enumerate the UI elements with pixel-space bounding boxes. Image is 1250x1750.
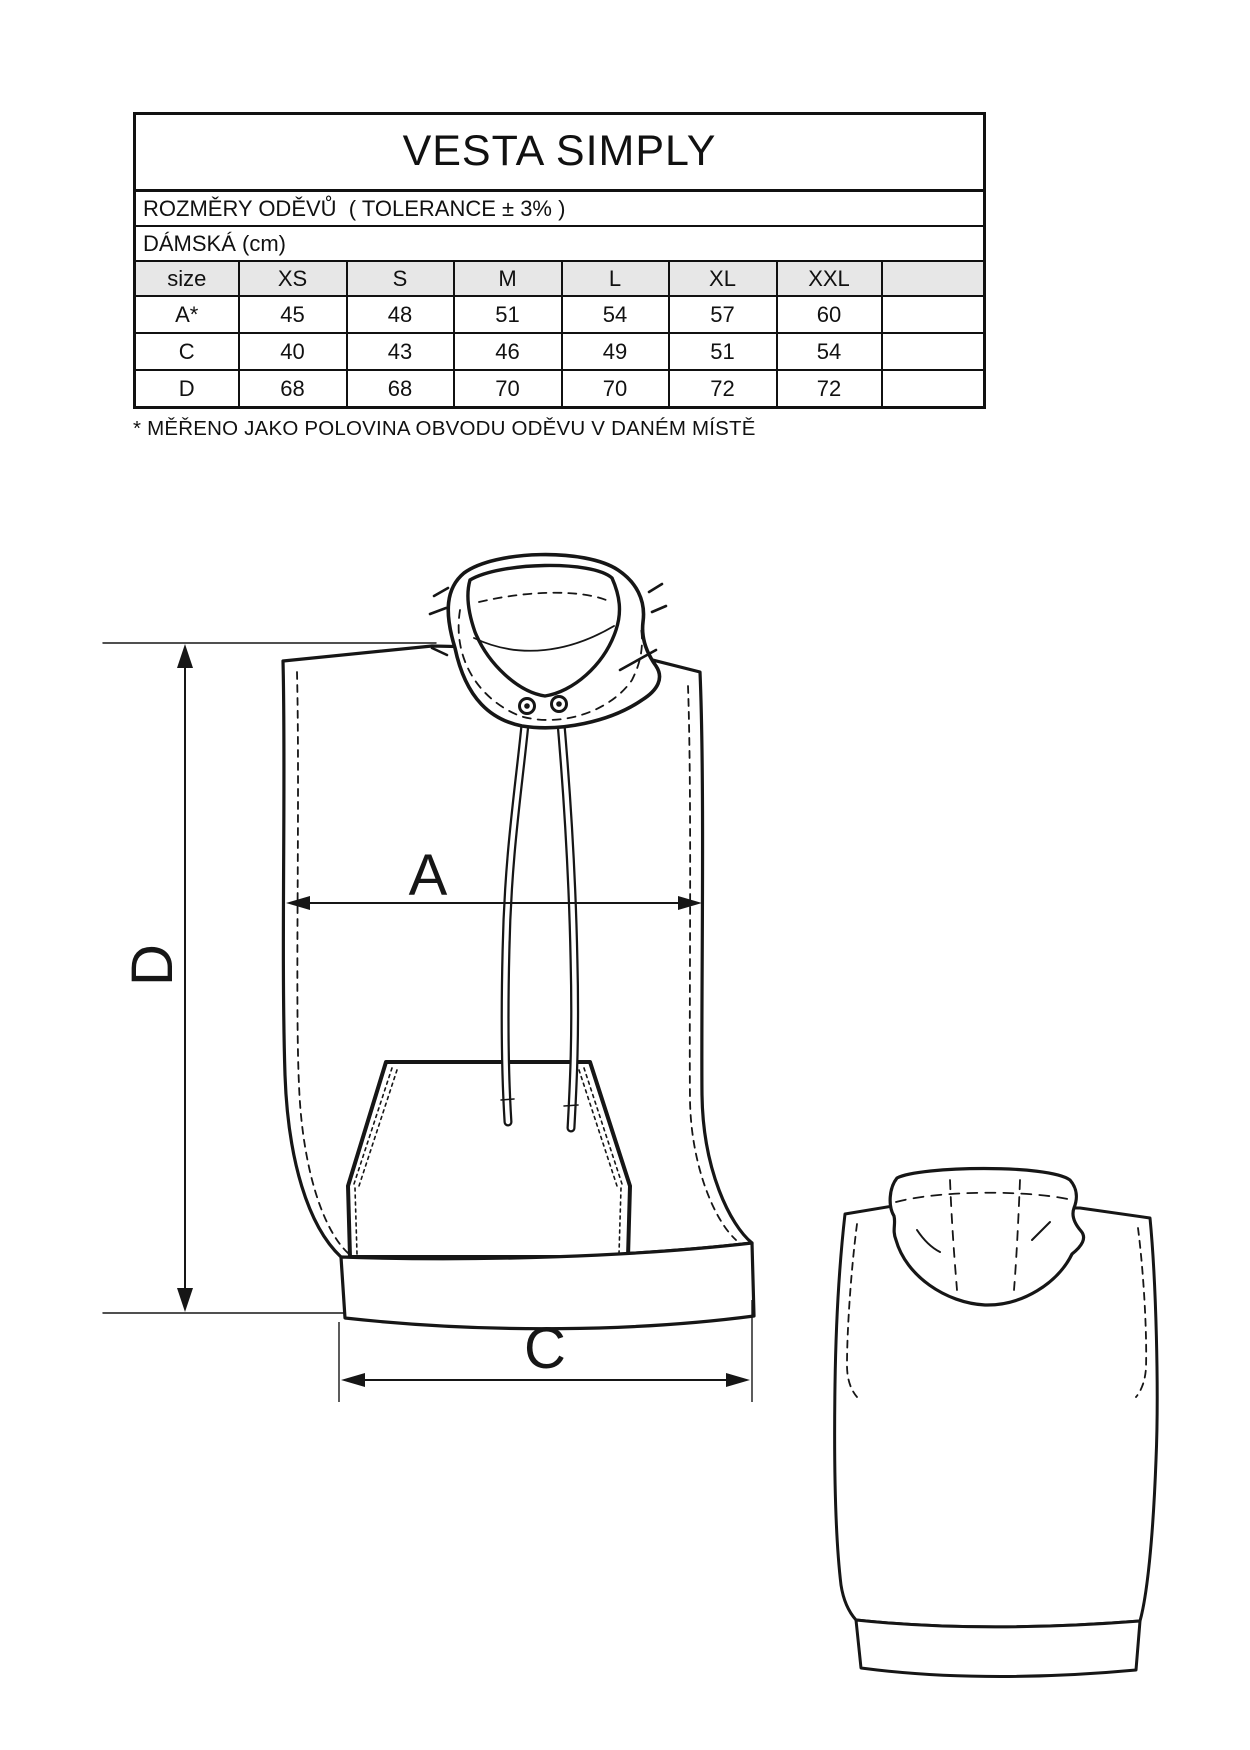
dimension-d [120,644,193,1312]
category-label: DÁMSKÁ (cm) [135,226,985,261]
header-l: L [562,261,669,296]
dimension-label-a: A [408,843,448,908]
row-label: C [135,333,239,370]
measurement-footnote: * MĚŘENO JAKO POLOVINA OBVODU ODĚVU V DANÉM MÍSTĚ [133,417,756,440]
tolerance-note: ROZMĚRY ODĚVŮ ( TOLERANCE ± 3% ) [135,191,985,227]
table-cell: 72 [669,370,777,408]
table-cell: 51 [669,333,777,370]
table-cell: 40 [239,333,347,370]
table-cell: 46 [454,333,562,370]
table-cell: 43 [347,333,454,370]
header-xl: XL [669,261,777,296]
front-view-drawing [103,555,754,1329]
table-cell: 51 [454,296,562,333]
table-cell: 70 [454,370,562,408]
table-cell: 54 [777,333,882,370]
back-hem-band [856,1620,1140,1677]
dimension-label-c: C [524,1316,566,1381]
table-cell: 49 [562,333,669,370]
table-cell: 60 [777,296,882,333]
header-m: M [454,261,562,296]
header-size: size [135,261,239,296]
back-view-drawing [835,1169,1158,1677]
table-cell: 70 [562,370,669,408]
header-xs: XS [239,261,347,296]
dimension-label-d: D [120,944,185,986]
header-xxl: XXL [777,261,882,296]
table-cell: 57 [669,296,777,333]
table-cell: 68 [347,370,454,408]
table-cell: 45 [239,296,347,333]
header-s: S [347,261,454,296]
row-label: A* [135,296,239,333]
table-cell: 48 [347,296,454,333]
table-cell: 54 [562,296,669,333]
page-title: VESTA SIMPLY [135,114,985,191]
table-cell: 72 [777,370,882,408]
row-label: D [135,370,239,408]
table-cell: 68 [239,370,347,408]
